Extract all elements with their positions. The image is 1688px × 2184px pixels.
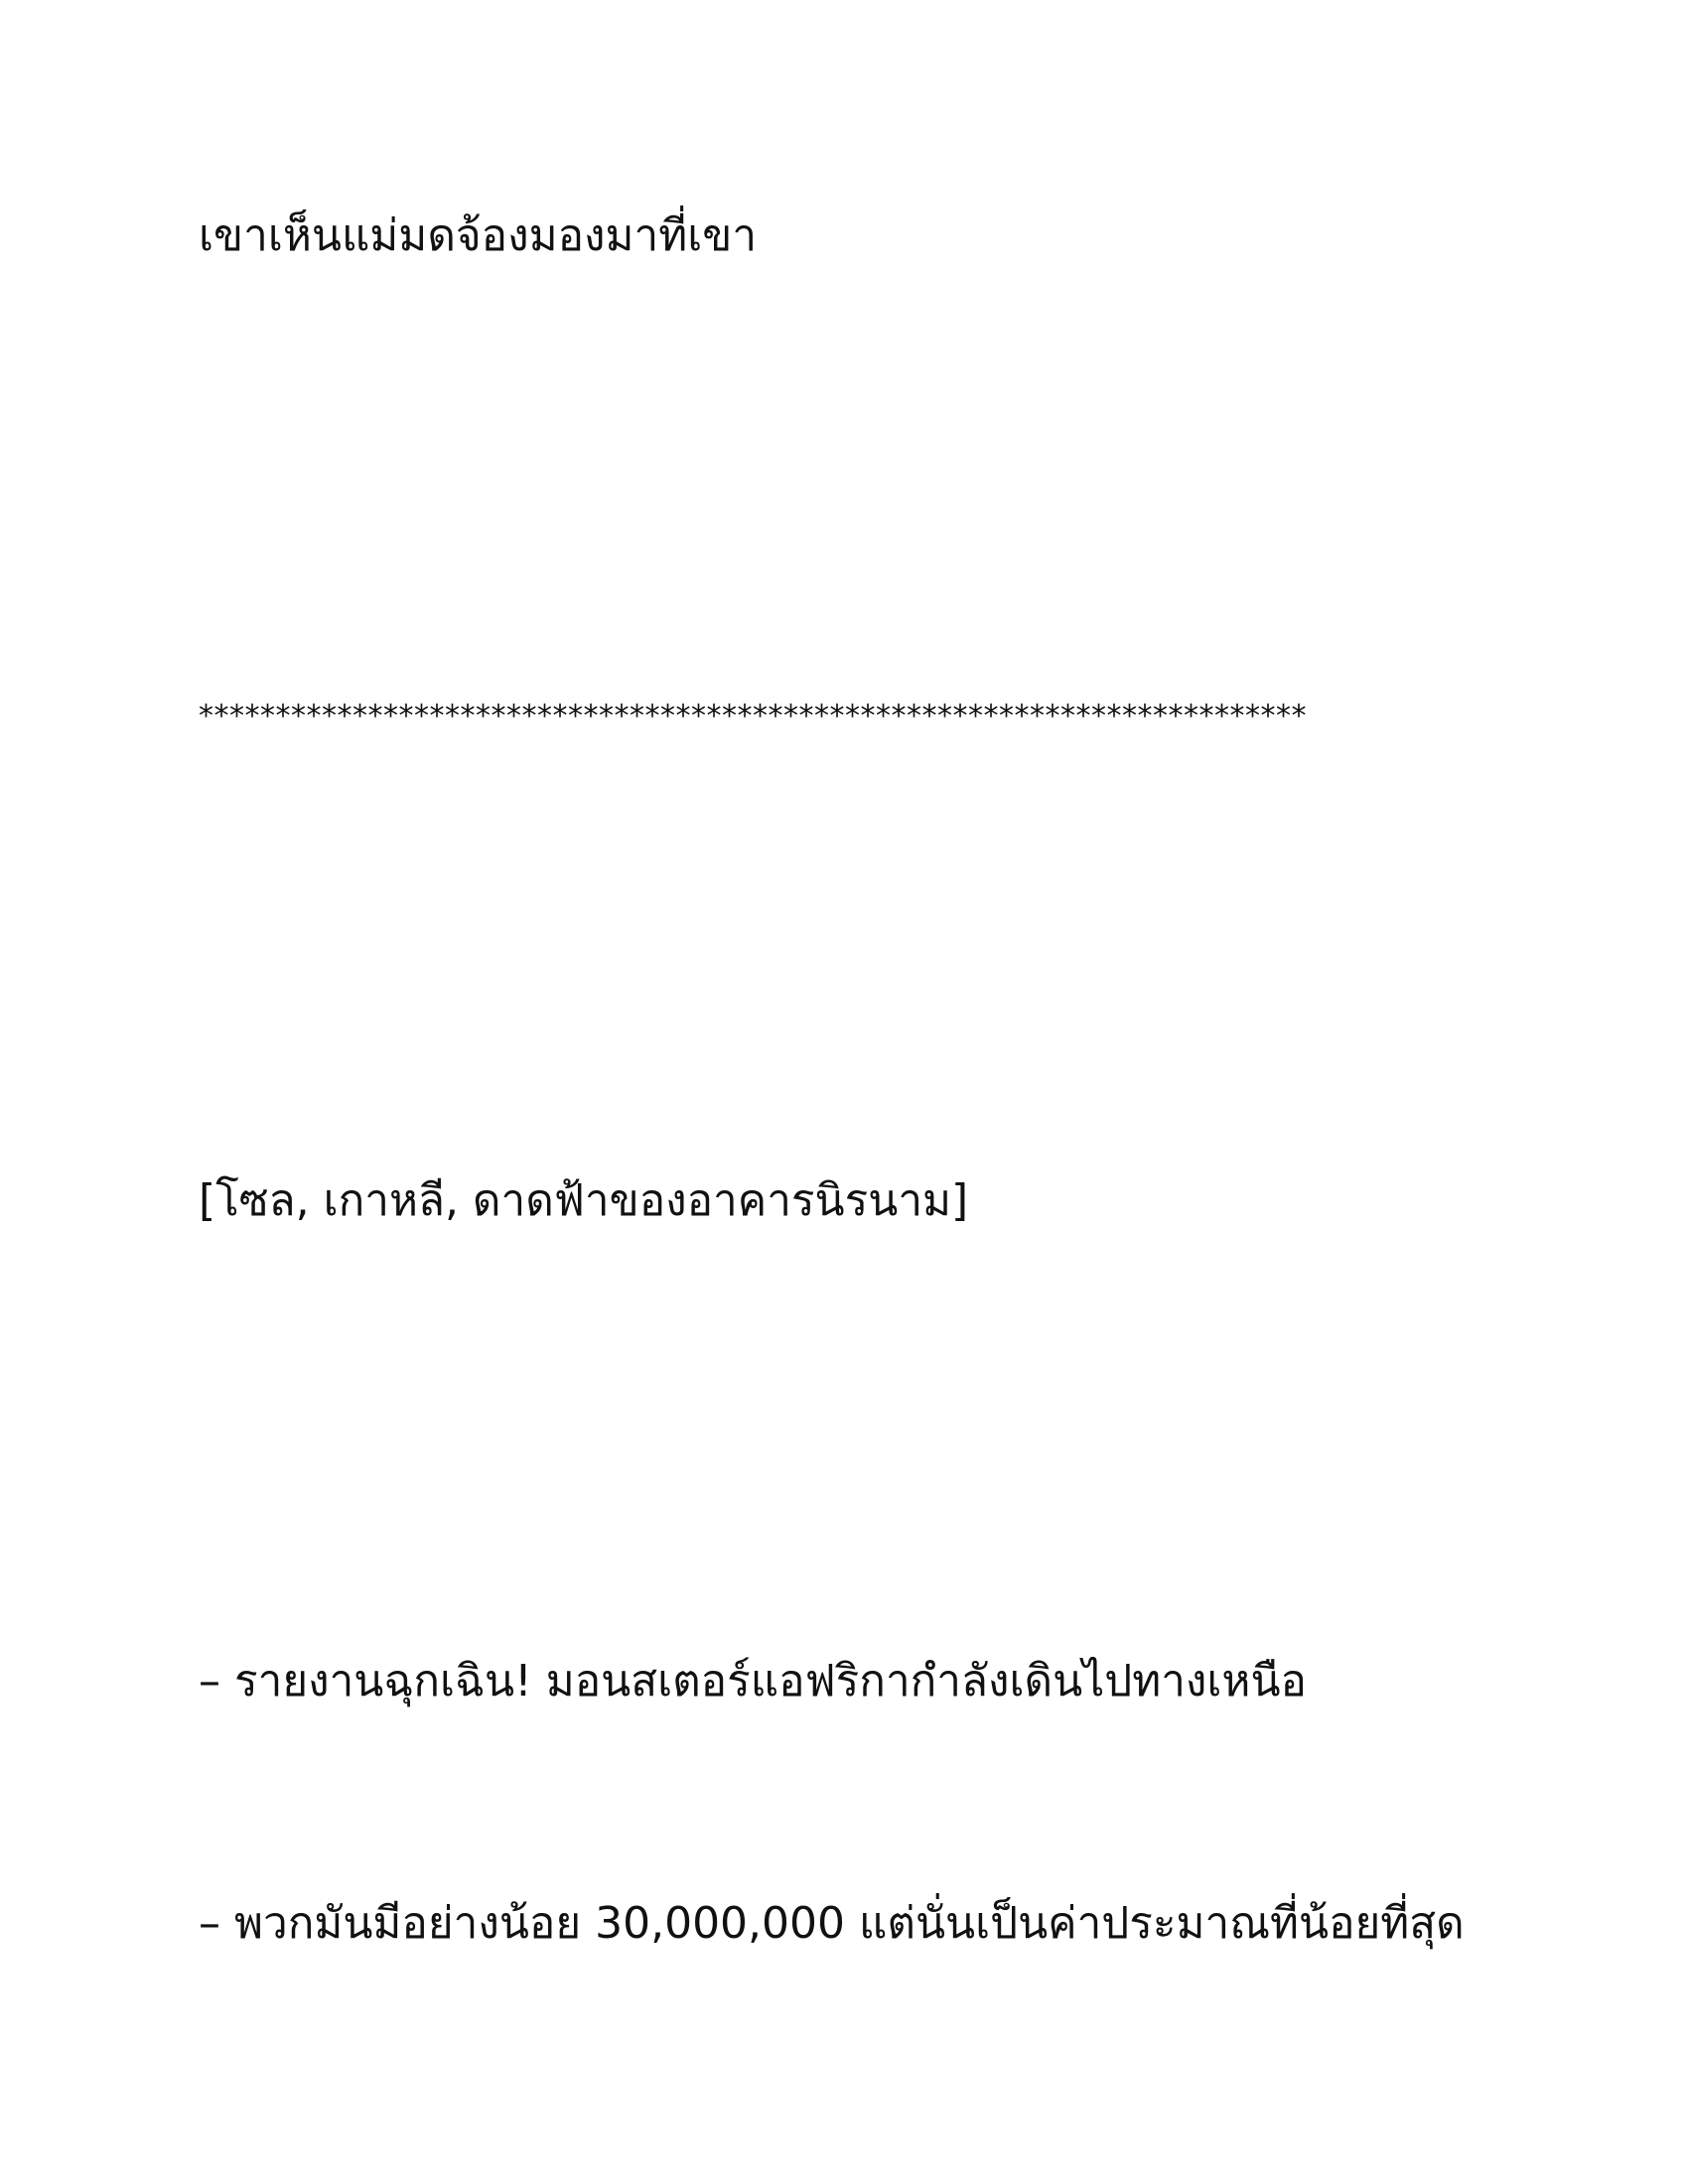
dialogue-line: – รายงานฉุกเฉิน! มอนสเตอร์แอฟริกากำลังเดินไปทางเหนือ bbox=[199, 1656, 1307, 1706]
scene-separator: ************************************************************************ bbox=[199, 699, 1307, 734]
scene-heading: [โซล, เกาหลี, ดาดฟ้าของอาคารนิรนาม] bbox=[199, 1175, 969, 1226]
narration-line: เขาเห็นแม่มดจ้องมองมาที่เขา bbox=[199, 210, 758, 261]
dialogue-line: – พวกมันมีอย่างน้อย 30,000,000 แต่นั่นเป็นค่าประมาณที่น้อยที่สุด bbox=[199, 1898, 1465, 1949]
